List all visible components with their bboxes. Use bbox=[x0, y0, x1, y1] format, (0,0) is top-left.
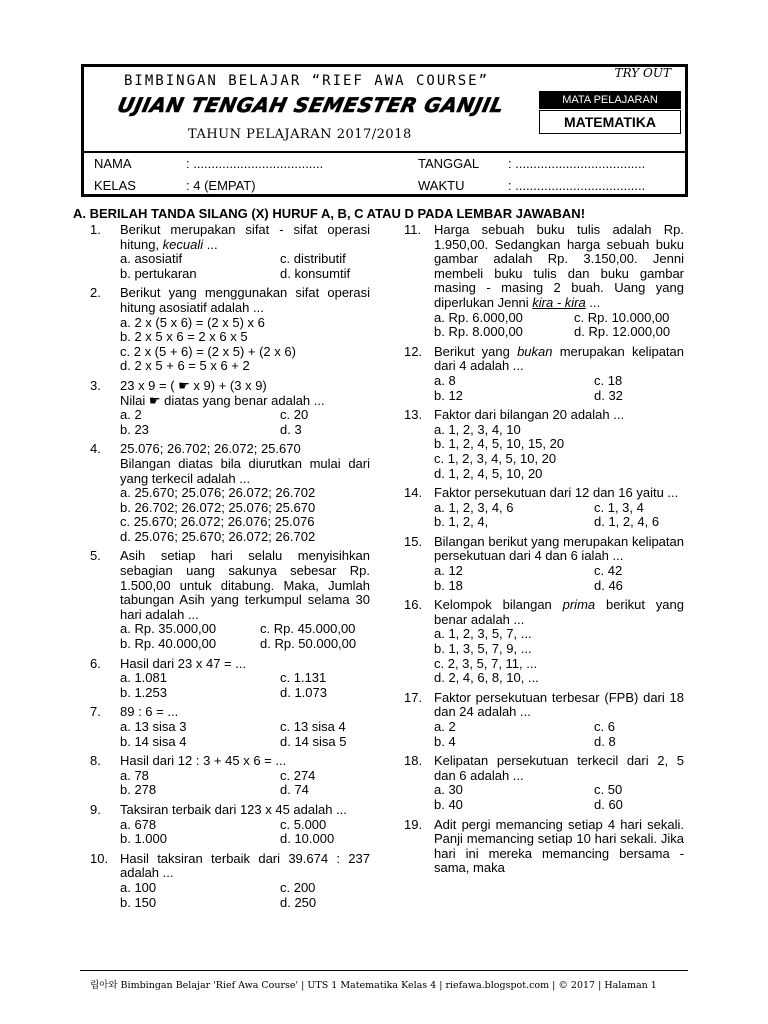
section-a-instruction: A. BERILAH TANDA SILANG (X) HURUF A, B, C ATAU D PADA LEMBAR JAWABAN! bbox=[73, 206, 586, 221]
page-footer: 립아와 Bimbingan Belajar 'Rief Awa Course' | UTS 1 Matematika Kelas 4 | riefawa.blogspot.com | © 2017 | Halaman 1 bbox=[90, 980, 657, 991]
answer-option[interactable]: c. 50 bbox=[594, 782, 623, 798]
answer-options bbox=[434, 374, 684, 403]
question-number: 7. bbox=[90, 704, 101, 720]
question-item bbox=[90, 803, 370, 847]
waktu-value: : .................................... bbox=[508, 178, 646, 193]
question-number: 8. bbox=[90, 753, 101, 769]
answer-option[interactable]: a. Rp. 35.000,00 bbox=[120, 621, 217, 637]
answer-option[interactable]: b. 278 bbox=[120, 782, 157, 798]
answer-option[interactable]: d. 1.073 bbox=[280, 684, 327, 700]
answer-option[interactable]: b. 23 bbox=[120, 421, 149, 437]
question-item bbox=[90, 705, 370, 749]
question-text: 89 : 6 = ... bbox=[120, 704, 179, 720]
answer-options bbox=[120, 622, 370, 651]
answer-options bbox=[120, 252, 370, 281]
answer-option[interactable]: d. 8 bbox=[594, 733, 616, 749]
question-text: Harga sebuah buku tulis adalah Rp. 1.950,00. Sedangkan harga sebuah buku gambar adalah Rp. 3.150,00. Jenni membeli buku tulis dan buku gambar masing - masing 2 buah. Uang yang diperlukan Jenni kira - kira ... bbox=[434, 222, 684, 310]
question-number: 10. bbox=[90, 850, 109, 866]
academic-year: TAHUN PELAJARAN 2017/2018 bbox=[188, 127, 412, 142]
answer-option[interactable]: c. 1, 3, 4 bbox=[594, 499, 644, 515]
question-number: 12. bbox=[404, 343, 423, 359]
right-question-column bbox=[404, 223, 684, 881]
answer-option[interactable]: c. 2, 3, 5, 7, 11, ... bbox=[434, 655, 538, 671]
answer-option[interactable]: b. 1, 3, 5, 7, 9, ... bbox=[434, 641, 532, 657]
question-number: 19. bbox=[404, 816, 423, 832]
question-text: Bilangan berikut yang merupakan kelipatan persekutuan dari 4 dan 6 ialah ... bbox=[434, 533, 684, 564]
answer-option[interactable]: d. konsumtif bbox=[280, 265, 351, 281]
answer-option[interactable]: d. 32 bbox=[594, 387, 623, 403]
question-number: 11. bbox=[404, 222, 422, 237]
question-item bbox=[90, 223, 370, 281]
answer-options bbox=[434, 311, 684, 340]
answer-option[interactable]: a. 2 bbox=[434, 719, 456, 734]
answer-option[interactable]: a. 1, 2, 3, 4, 6 bbox=[434, 499, 514, 515]
answer-option[interactable]: a. 30 bbox=[434, 782, 463, 798]
question-item bbox=[90, 657, 370, 701]
answer-option[interactable]: d. Rp. 12.000,00 bbox=[574, 324, 671, 340]
answer-option[interactable]: a. 13 sisa 3 bbox=[120, 719, 187, 734]
answer-option[interactable]: c. 18 bbox=[594, 372, 623, 388]
answer-option[interactable]: a. 2 x (5 x 6) = (2 x 5) x 6 bbox=[120, 314, 265, 330]
answer-options bbox=[120, 408, 370, 437]
answer-options bbox=[434, 627, 684, 685]
tanggal-value: : .................................... bbox=[508, 156, 646, 171]
answer-option[interactable]: c. 1.131 bbox=[280, 670, 327, 686]
try-out-label: TRY OUT bbox=[614, 66, 671, 80]
tanggal-label: TANGGAL bbox=[418, 156, 480, 171]
question-number: 16. bbox=[404, 597, 423, 613]
question-item bbox=[404, 345, 684, 403]
answer-option[interactable]: d. Rp. 50.000,00 bbox=[260, 636, 357, 652]
kelas-value: : 4 (EMPAT) bbox=[186, 178, 256, 193]
course-name: BIMBINGAN BELAJAR “RIEF AWA COURSE” bbox=[124, 73, 490, 89]
answer-option[interactable]: b. Rp. 8.000,00 bbox=[434, 324, 523, 340]
question-text: Faktor persekutuan terbesar (FPB) dari 18 dan 24 adalah ... bbox=[434, 689, 684, 720]
question-text: Asih setiap hari selalu menyisihkan sebagian uang sakunya sebesar Rp. 1.500,00 untuk ditabung. Maka, Jumlah tabungan Asih yang terkumpul selama 30 hari adalah ... bbox=[120, 548, 370, 622]
answer-option[interactable]: d. 3 bbox=[280, 421, 302, 437]
question-text: Hasil dari 23 x 47 = ... bbox=[120, 655, 247, 671]
answer-option[interactable]: c. 25.670; 26.072; 26.076; 25.076 bbox=[120, 514, 315, 530]
answer-option[interactable]: c. 1, 2, 3, 4, 5, 10, 20 bbox=[434, 450, 557, 466]
answer-option[interactable]: b. 1.000 bbox=[120, 831, 167, 847]
answer-option[interactable]: c. Rp. 45.000,00 bbox=[260, 621, 356, 637]
answer-options bbox=[120, 486, 370, 544]
answer-option[interactable]: a. 100 bbox=[120, 879, 157, 895]
answer-option[interactable]: a. 12 bbox=[434, 563, 463, 579]
answer-option[interactable]: c. 274 bbox=[280, 767, 316, 783]
question-item bbox=[90, 442, 370, 544]
answer-option[interactable]: d. 46 bbox=[594, 577, 623, 593]
question-item bbox=[404, 486, 684, 530]
footer-divider bbox=[80, 970, 688, 971]
answer-option[interactable]: d. 2, 4, 6, 8, 10, ... bbox=[434, 670, 539, 686]
question-number: 13. bbox=[404, 407, 423, 423]
answer-option[interactable]: b. Rp. 40.000,00 bbox=[120, 636, 217, 652]
answer-option[interactable]: b. 1.253 bbox=[120, 684, 167, 700]
kelas-label: KELAS bbox=[94, 178, 136, 193]
question-item bbox=[404, 223, 684, 340]
question-number: 2. bbox=[90, 285, 101, 301]
subject-label: MATA PELAJARAN bbox=[539, 91, 681, 109]
question-text: Berikut merupakan sifat - sifat operasi hitung, kecuali ... bbox=[120, 222, 370, 252]
question-text: Kelompok bilangan prima berikut yang benar adalah ... bbox=[434, 597, 684, 627]
answer-option[interactable]: b. 12 bbox=[434, 387, 463, 403]
question-number: 17. bbox=[404, 689, 423, 705]
question-item bbox=[404, 818, 684, 876]
answer-options bbox=[434, 720, 684, 749]
answer-option[interactable]: c. distributif bbox=[280, 251, 346, 267]
answer-options bbox=[434, 564, 684, 593]
question-item bbox=[90, 754, 370, 798]
answer-option[interactable]: a. 8 bbox=[434, 372, 456, 388]
answer-option[interactable]: c. Rp. 10.000,00 bbox=[574, 309, 670, 325]
answer-option[interactable]: d. 1, 2, 4, 5, 10, 20 bbox=[434, 465, 543, 481]
answer-option[interactable]: d. 250 bbox=[280, 894, 317, 910]
question-number: 18. bbox=[404, 753, 423, 769]
question-text: Hasil dari 12 : 3 + 45 x 6 = ... bbox=[120, 753, 287, 769]
exam-title: UJIAN TENGAH SEMESTER GANJIL bbox=[115, 93, 507, 117]
question-text: Taksiran terbaik dari 123 x 45 adalah ... bbox=[120, 801, 347, 817]
answer-option[interactable]: a. 1, 2, 3, 4, 10 bbox=[434, 421, 521, 437]
question-item bbox=[90, 379, 370, 437]
waktu-label: WAKTU bbox=[418, 178, 465, 193]
emphasis-word: bukan bbox=[517, 343, 553, 359]
header-box bbox=[81, 64, 688, 197]
question-item bbox=[404, 408, 684, 481]
nama-value: : .................................... bbox=[186, 156, 324, 171]
answer-option[interactable]: d. 2 x 5 + 6 = 5 x 6 + 2 bbox=[120, 358, 250, 374]
question-number: 1. bbox=[90, 222, 101, 237]
answer-options bbox=[120, 671, 370, 700]
answer-option[interactable]: a. 1.081 bbox=[120, 670, 167, 686]
answer-option[interactable]: a. asosiatif bbox=[120, 251, 183, 267]
answer-option[interactable]: d. 14 sisa 5 bbox=[280, 733, 347, 749]
answer-options bbox=[120, 720, 370, 749]
answer-options bbox=[120, 769, 370, 798]
question-number: 15. bbox=[404, 533, 423, 549]
answer-option[interactable]: c. 2 x (5 + 6) = (2 x 5) + (2 x 6) bbox=[120, 343, 296, 359]
answer-option[interactable]: b. 2 x 5 x 6 = 2 x 6 x 5 bbox=[120, 329, 248, 345]
answer-option[interactable]: a. Rp. 6.000,00 bbox=[434, 309, 523, 325]
question-item bbox=[90, 549, 370, 651]
answer-option[interactable]: c. 13 sisa 4 bbox=[280, 719, 346, 734]
question-text: Berikut yang bukan merupakan kelipatan dari 4 adalah ... bbox=[434, 343, 684, 374]
question-number: 14. bbox=[404, 485, 423, 501]
question-number: 5. bbox=[90, 548, 101, 564]
emphasis-word: kecuali bbox=[162, 236, 204, 252]
answer-options bbox=[434, 423, 684, 481]
answer-options bbox=[120, 316, 370, 374]
emphasis-word: kira - kira bbox=[532, 294, 586, 310]
answer-option[interactable]: a. 1, 2, 3, 5, 7, ... bbox=[434, 626, 532, 642]
question-item bbox=[404, 754, 684, 812]
answer-option[interactable]: d. 10.000 bbox=[280, 831, 335, 847]
left-question-column bbox=[90, 223, 370, 915]
answer-option[interactable]: a. 2 bbox=[120, 407, 142, 423]
answer-options bbox=[120, 881, 370, 910]
answer-option[interactable]: b. 40 bbox=[434, 796, 463, 812]
question-text: Hasil taksiran terbaik dari 39.674 : 237 adalah ... bbox=[120, 850, 370, 881]
question-number: 6. bbox=[90, 655, 101, 671]
emphasis-word: prima bbox=[562, 597, 596, 613]
question-text: Faktor dari bilangan 20 adalah ... bbox=[434, 407, 625, 423]
question-text: Kelipatan persekutuan terkecil dari 2, 5 dan 6 adalah ... bbox=[434, 753, 684, 783]
answer-options bbox=[434, 783, 684, 812]
nama-label: NAMA bbox=[94, 156, 132, 171]
answer-option[interactable]: c. 42 bbox=[594, 563, 623, 579]
question-number: 3. bbox=[90, 377, 101, 393]
answer-option[interactable]: b. 18 bbox=[434, 577, 463, 593]
header-divider bbox=[84, 151, 685, 153]
answer-option[interactable]: b. pertukaran bbox=[120, 265, 197, 281]
answer-option[interactable]: c. 6 bbox=[594, 719, 615, 734]
answer-option[interactable]: a. 25.670; 25.076; 26.072; 26.702 bbox=[120, 485, 316, 501]
question-number: 4. bbox=[90, 441, 101, 457]
answer-option[interactable]: d. 25.076; 25.670; 26.072; 26.702 bbox=[120, 528, 316, 544]
question-item bbox=[404, 691, 684, 749]
answer-options bbox=[120, 818, 370, 847]
answer-option[interactable]: b. 4 bbox=[434, 733, 456, 749]
answer-option[interactable]: b. 1, 2, 4, 5, 10, 15, 20 bbox=[434, 436, 565, 452]
answer-option[interactable]: b. 14 sisa 4 bbox=[120, 733, 187, 749]
subject-name: MATEMATIKA bbox=[539, 110, 681, 134]
question-text: 25.076; 26.702; 26.072; 25.670 Bilangan diatas bila diurutkan mulai dari yang terkecil adalah ... bbox=[120, 441, 370, 486]
answer-option[interactable]: c. 20 bbox=[280, 407, 309, 423]
answer-option[interactable]: c. 200 bbox=[280, 879, 316, 895]
answer-option[interactable]: d. 74 bbox=[280, 782, 309, 798]
question-text: Adit pergi memancing setiap 4 hari sekali. Panji memancing setiap 10 hari sekali. Jika hari ini mereka memancing bersama - sama, maka bbox=[434, 816, 684, 876]
answer-option[interactable]: b. 26.702; 26.072; 25.076; 25.670 bbox=[120, 499, 316, 515]
question-text: Berikut yang menggunakan sifat operasi hitung asosiatif adalah ... bbox=[120, 285, 370, 315]
question-item bbox=[90, 852, 370, 910]
question-text: Faktor persekutuan dari 12 dan 16 yaitu ... bbox=[434, 485, 679, 501]
answer-option[interactable]: c. 5.000 bbox=[280, 816, 327, 832]
answer-option[interactable]: b. 150 bbox=[120, 894, 157, 910]
question-item bbox=[90, 286, 370, 374]
answer-option[interactable]: d. 1, 2, 4, 6 bbox=[594, 514, 660, 530]
answer-option[interactable]: a. 78 bbox=[120, 767, 149, 783]
answer-option[interactable]: a. 678 bbox=[120, 816, 157, 832]
answer-option[interactable]: d. 60 bbox=[594, 796, 623, 812]
answer-option[interactable]: b. 1, 2, 4, bbox=[434, 514, 489, 530]
question-item bbox=[404, 598, 684, 686]
question-item bbox=[404, 535, 684, 593]
answer-options bbox=[434, 501, 684, 530]
question-text: 23 x 9 = ( ☛ x 9) + (3 x 9) Nilai ☛ diatas yang benar adalah ... bbox=[120, 377, 325, 408]
question-number: 9. bbox=[90, 801, 101, 817]
